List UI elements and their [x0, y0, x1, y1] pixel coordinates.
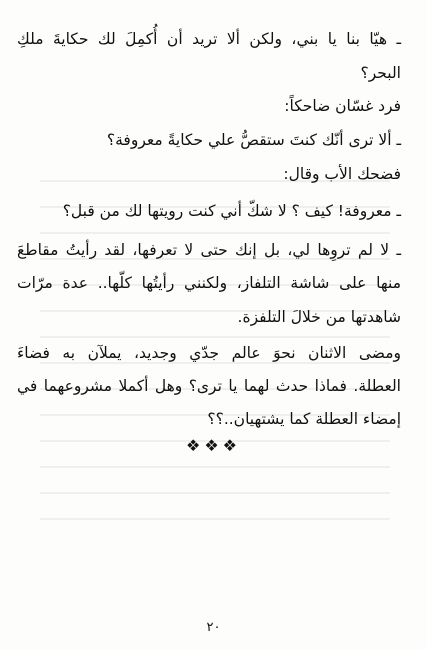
- section-divider-ornament: ❖❖❖: [185, 436, 242, 455]
- text-line: ـ معروفة! كيف ؟ لا شكّ أني كنت رويتها لك من قبل؟: [62, 202, 401, 220]
- page-number: ٢٠: [206, 620, 221, 635]
- text-line: البحر؟: [360, 64, 401, 82]
- text-line: إمضاء العطلة كما يشتهيان..؟؟: [207, 410, 401, 428]
- text-line: العطلة. فماذا حدث لهما يا ترى؟ وهل أكملا مشروعهما في: [17, 377, 401, 395]
- text-line: منها على شاشة التلفاز، ولكنني رأيتُها كلّها.. عدة مرّات: [17, 274, 401, 292]
- text-line: ومضى الاثنان نحوَ عالم جدّي وجديد، يملآن به فضاءَ: [17, 344, 401, 362]
- text-line: فرد غسّان ضاحكاً:: [284, 97, 401, 115]
- text-line: ـ ألا ترى أنّك كنتَ ستقصُّ علي حكايةً معروفة؟: [106, 131, 401, 149]
- text-line: ـ لا لم تروِها لي، بل إنك حتى لا تعرفها، لقد رأيتُ مقاطعَ: [17, 241, 401, 259]
- text-line: شاهدتها من خلالَ التلفزة.: [237, 308, 401, 326]
- text-line: فضحك الأب وقال:: [283, 165, 401, 183]
- text-line: ـ هيّا بنا يا بني، ولكن ألا تريد أن أُكمِلَ لك حكايةَ ملكِ: [17, 30, 401, 48]
- body-text: [17, 0, 401, 428]
